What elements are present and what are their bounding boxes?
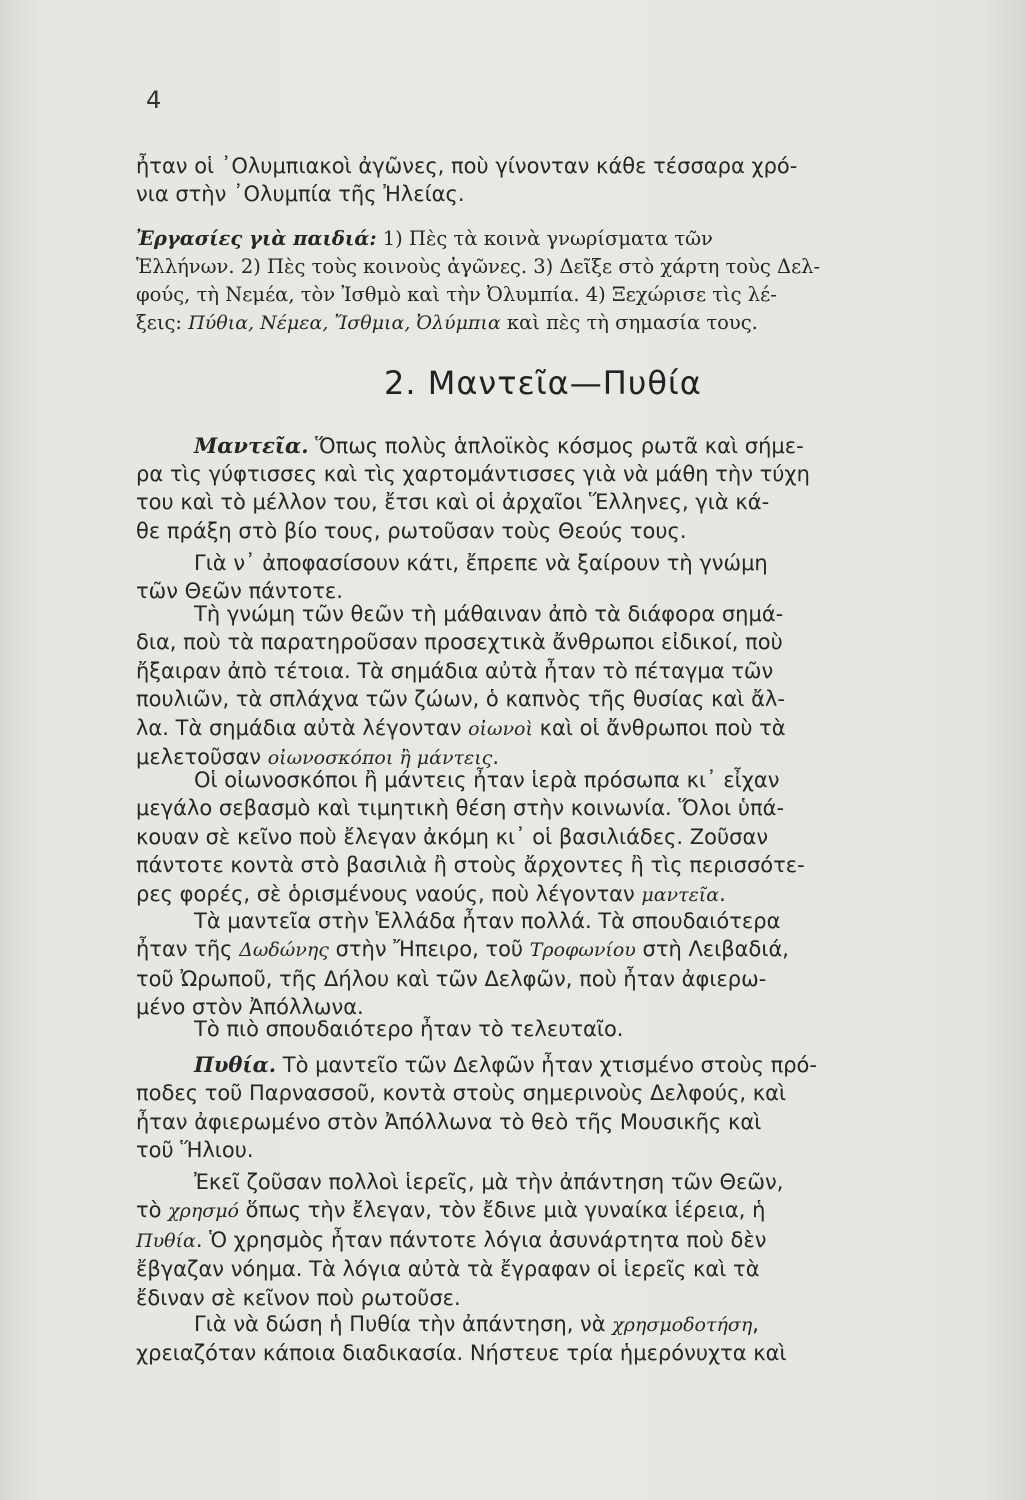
text-line: ἔβγαζαν νόημα. Τὰ λόγια αὐτὰ τὰ ἔγραφαν οἱ ἱερεῖς καὶ τὰ	[136, 1257, 760, 1282]
text-line: Οἱ οἰωνοσκόποι ἢ μάντεις ἦταν ἱερὰ πρόσωπα κι᾿ εἶχαν	[194, 768, 780, 792]
exercises-paragraph	[136, 225, 929, 337]
text-run: Γιὰ νὰ δώση ἡ Πυθία τὴν ἀπάντηση, νὰ	[194, 1312, 613, 1336]
text-line: ἦταν ἀφιερωμένο στὸν Ἀπόλλωνα τὸ θεὸ τῆς Μουσικῆς καὶ	[136, 1109, 762, 1134]
iereis-paragraph	[136, 1168, 929, 1312]
italic-term: Πύθια, Νέμεα, Ἴσθμια, Ὀλύμπια	[188, 312, 501, 334]
text-run: Τὸ μαντεῖο τῶν Δελφῶν ἦταν χτισμένο στοὺς πρό-	[276, 1053, 817, 1077]
text-run: ὅπως τὴν ἔλεγαν, τὸν ἔδινε μιὰ γυναίκα ἱέρεια, ἡ	[239, 1198, 766, 1223]
text-line: θε πράξη στὸ βίο τους, ρωτοῦσαν τοὺς Θεούς τους.	[136, 518, 687, 543]
text-run: ρες φορές, σὲ ὁρισμένους ναούς, ποὺ λέγονταν	[136, 881, 642, 906]
text-run: μελετοῦσαν	[136, 745, 268, 770]
text-line: δια, ποὺ τὰ παρατηροῦσαν προσεχτικὰ ἄνθρωποι εἰδικοί, ποὺ	[136, 630, 783, 655]
text-run: ξεις:	[136, 311, 189, 334]
text-line: φούς, τὴ Νεμέα, τὸν Ἰσθμὸ καὶ τὴν Ὀλυμπία. 4) Ξεχώρισε τὶς λέ-	[136, 283, 777, 306]
text-line: ἦταν οἱ ᾿Ολυμπιακοὶ ἀγῶνες, ποὺ γίνονταν κάθε τέσσαρα χρό-	[136, 154, 798, 178]
oionoskopoi-paragraph	[136, 766, 929, 909]
text-run: .	[719, 881, 726, 906]
italic-term: χρησμό	[168, 1200, 239, 1223]
section-title: 2. Μαντεῖα—Πυθία	[384, 364, 702, 402]
italic-term: οἰωνοσκόποι ἢ μάντεις	[267, 747, 493, 770]
gnomi-paragraph	[136, 549, 929, 606]
text-line: Ἑλλήνων. 2) Πὲς τοὺς κοινοὺς ἀγῶνες. 3) Δεῖξε στὸ χάρτη τοὺς Δελ-	[136, 255, 821, 278]
italic-term: Τροφωνίου	[529, 939, 636, 962]
text-line	[136, 1051, 929, 1079]
text-line	[136, 880, 929, 909]
page-number: 4	[146, 86, 162, 114]
italic-term: μαντεῖα	[641, 883, 720, 906]
text-line: Τὰ μαντεῖα στὴν Ἑλλάδα ἦταν πολλά. Τὰ σπουδαιότερα	[194, 909, 781, 933]
text-line: ἤξαιραν ἀπὸ τέτοια. Τὰ σημάδια αὐτὰ ἦταν τὸ πέταγμα τῶν	[136, 658, 774, 683]
text-line: ρα τὶς γύφτισσες καὶ τὶς χαρτομάντισσες γιὰ νὰ μάθη τὴν τύχη	[136, 462, 810, 486]
text-run: .	[492, 745, 499, 770]
text-run: στὴ Λειβαδιά,	[635, 937, 789, 962]
text-run: στὴν Ἤπειρο, τοῦ	[328, 937, 530, 962]
text-line: χρειαζόταν κάποια διαδικασία. Νήστευε τρία ἡμερόνυχτα καὶ	[136, 1341, 787, 1366]
text-line: ἔδιναν σὲ κεῖνον ποὺ ρωτοῦσε.	[136, 1285, 461, 1310]
text-run: τὸ	[136, 1198, 169, 1223]
italic-term: Δωδώνης	[239, 939, 329, 962]
text-run: λα. Τὰ σημάδια αὐτὰ λέγονταν	[136, 715, 469, 740]
manteia-paragraph-continued	[136, 460, 929, 545]
manteia-ellada-paragraph	[136, 907, 929, 1022]
text-run: καὶ πὲς τὴ σημασία τους.	[500, 311, 758, 334]
chrismodotisi-paragraph	[136, 1310, 929, 1368]
text-line: του καὶ τὸ μέλλον του, ἔτσι καὶ οἱ ἀρχαῖοι Ἕλληνες, γιὰ κά-	[136, 490, 770, 515]
text-line	[136, 1310, 929, 1339]
manteia-paragraph	[136, 432, 987, 460]
exercises-lead: Ἐργασίες γιὰ παιδιά:	[136, 227, 377, 250]
text-line: μένο στὸν Ἀπόλλωνα.	[136, 995, 364, 1020]
text-line: πάντοτε κοντὰ στὸ βασιλιὰ ἢ στοὺς ἄρχοντες ἢ τὶς περισσότε-	[136, 853, 805, 878]
text-line: νια στὴν ᾿Ολυμπία τῆς Ἠλείας.	[136, 182, 465, 207]
text-line: κουαν σὲ κεῖνο ποὺ ἔλεγαν ἀκόμη κι᾿ οἱ βασιλιάδες. Ζοῦσαν	[136, 824, 769, 849]
text-line	[136, 1196, 929, 1225]
simadia-paragraph	[136, 600, 929, 772]
text-line: Γιὰ ν᾿ ἀποφασίσουν κάτι, ἔπρεπε νὰ ξαίρουν τὴ γνώμη	[194, 551, 768, 575]
text-line	[136, 309, 929, 337]
text-line	[136, 935, 929, 964]
text-line: τοῦ Ὠρωποῦ, τῆς Δήλου καὶ τῶν Δελφῶν, ποὺ ἦταν ἀφιερω-	[136, 966, 767, 991]
manteia-lead: Μαντεῖα.	[194, 433, 309, 458]
text-line	[194, 432, 987, 460]
text-line: τῶν Θεῶν πάντοτε.	[136, 579, 343, 604]
pythia-lead: Πυθία.	[194, 1052, 277, 1077]
italic-term: χρησμοδοτήση	[612, 1314, 753, 1336]
text-run: 1) Πὲς τὰ κοινὰ γνωρίσματα τῶν	[376, 227, 713, 250]
text-line: μεγάλο σεβασμὸ καὶ τιμητικὴ θέση στὴν κοινωνία. Ὅλοι ὑπά-	[136, 796, 785, 821]
text-line	[136, 714, 929, 743]
text-run: ,	[752, 1312, 759, 1336]
italic-term: οἰωνοὶ	[468, 717, 533, 740]
italic-term: Πυθία	[136, 1229, 196, 1252]
text-line: Τὸ πιὸ σπουδαιότερο ἦταν τὸ τελευταῖο.	[194, 1017, 624, 1041]
text-line: Ἐκεῖ ζοῦσαν πολλοὶ ἱερεῖς, μὰ τὴν ἀπάντηση τῶν Θεῶν,	[194, 1170, 784, 1194]
intro-paragraph	[136, 152, 929, 209]
text-line: Τὴ γνώμη τῶν θεῶν τὴ μάθαιναν ἀπὸ τὰ διάφορα σημά-	[194, 602, 784, 626]
text-line	[136, 225, 929, 253]
text-run: ἦταν τῆς	[136, 937, 240, 962]
text-line: τοῦ Ἥλιου.	[136, 1138, 254, 1163]
text-line	[136, 1226, 929, 1255]
text-line: ποδες τοῦ Παρνασσοῦ, κοντὰ στοὺς σημερινοὺς Δελφούς, καὶ	[136, 1081, 787, 1106]
text-run: Ὅπως πολὺς ἁπλοϊκὸς κόσμος ρωτᾶ καὶ σήμε-	[308, 434, 804, 458]
spoudaiotero-paragraph	[136, 1015, 929, 1043]
text-run: . Ὁ χρησμὸς ἦταν πάντοτε λόγια ἀσυνάρτητα ποὺ δὲν	[195, 1227, 767, 1252]
text-line: πουλιῶν, τὰ σπλάχνα τῶν ζώων, ὁ καπνὸς τῆς θυσίας καὶ ἄλ-	[136, 687, 785, 712]
pythia-paragraph	[136, 1051, 929, 1165]
text-run: καὶ οἱ ἄνθρωποι ποὺ τὰ	[532, 715, 786, 740]
